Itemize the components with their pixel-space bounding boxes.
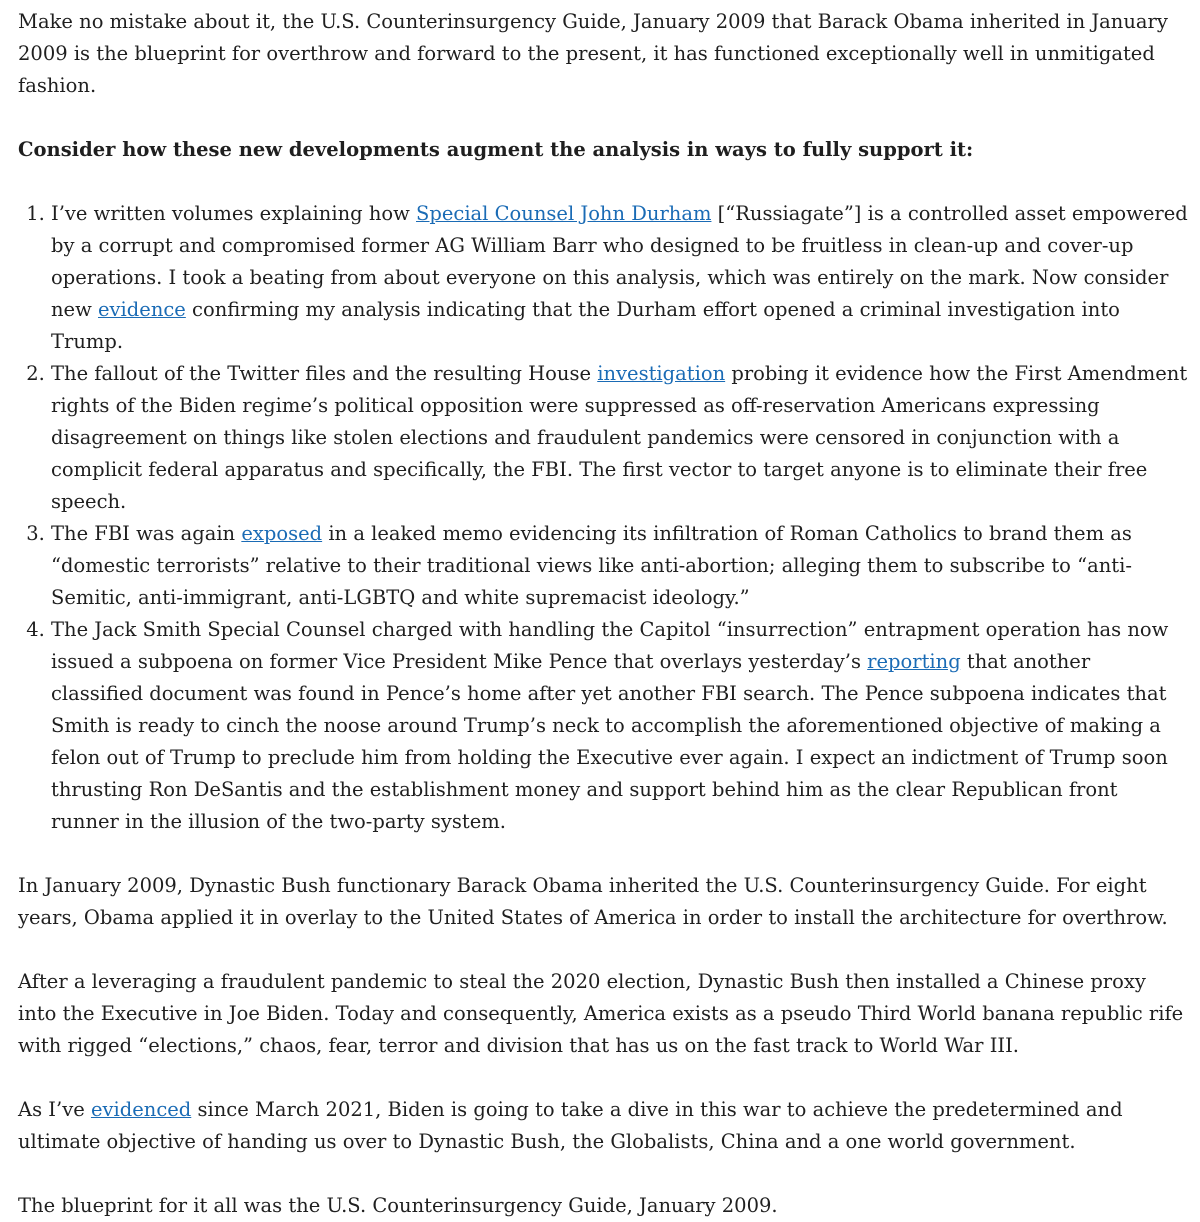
closing-paragraph: The blueprint for it all was the U.S. Counterinsurgency Guide, January 2009. <box>18 1194 778 1217</box>
investigation-link[interactable]: investigation <box>597 362 726 385</box>
list-item-text: The FBI was again <box>51 522 242 545</box>
list-item <box>51 198 1188 358</box>
reporting-link[interactable]: reporting <box>867 650 961 673</box>
list-item-text: The Jack Smith Special Counsel charged with handling the Capitol “insurrection” entrapment operation has now issued a subpoena on former Vice President Mike Pence that overlays yesterday’s <box>51 618 1169 673</box>
durham-link[interactable]: Special Counsel John Durham <box>416 202 712 225</box>
evidenced-paragraph <box>18 1094 1188 1158</box>
exposed-link[interactable]: exposed <box>241 522 323 545</box>
intro-paragraph: Make no mistake about it, the U.S. Counterinsurgency Guide, January 2009 that Barack Obama inherited in January 2009 is the blueprint for overthrow and forward to the present, it has functioned exceptionally well in unmitigated fashion. <box>18 10 1168 97</box>
paragraph-text: since March 2021, Biden is going to take a dive in this war to achieve the predetermined and ultimate objective of handing us over to Dynastic Bush, the Globalists, China and a one world government. <box>18 1098 1123 1153</box>
section-heading: Consider how these new developments augment the analysis in ways to fully support it: <box>18 138 974 161</box>
obama-paragraph: In January 2009, Dynastic Bush functionary Barack Obama inherited the U.S. Counterinsurgency Guide. For eight years, Obama applied it in overlay to the United States of America in order to install the architecture for overthrow. <box>18 874 1168 929</box>
biden-paragraph: After a leveraging a fraudulent pandemic to steal the 2020 election, Dynastic Bush then installed a Chinese proxy into the Executive in Joe Biden. Today and consequently, America exists as a pseudo Third World banana republic rife with rigged “elections,” chaos, fear, terror and division that has us on the fast track to World War III. <box>18 970 1184 1057</box>
paragraph-text: As I’ve <box>18 1098 91 1121</box>
evidence-link[interactable]: evidence <box>98 298 186 321</box>
list-item-text: The fallout of the Twitter files and the resulting House <box>51 362 598 385</box>
list-item <box>51 518 1188 614</box>
list-item-text: confirming my analysis indicating that the Durham effort opened a criminal investigation into Trump. <box>51 298 1120 353</box>
evidenced-link[interactable]: evidenced <box>90 1098 192 1121</box>
list-item-text: I’ve written volumes explaining how <box>51 202 417 225</box>
list-item-text: that another classified document was found in Pence’s home after yet another FBI search. The Pence subpoena indicates that Smith is ready to cinch the noose around Trump’s neck to accomplish the aforementioned objective of making a felon out of Trump to preclude him from holding the Executive ever again. I expect an indictment of Trump soon thrusting Ron DeSantis and the establishment money and support behind him as the clear Republican front runner in the illusion of the two-party system. <box>51 650 1168 833</box>
list-item <box>51 614 1188 838</box>
list-item-text: in a leaked memo evidencing its infiltration of Roman Catholics to brand them as “domestic terrorists” relative to their traditional views like anti-abortion; alleging them to subscribe to “anti-Semitic, anti-immigrant, anti-LGBTQ and white supremacist ideology.” <box>51 522 1132 609</box>
list-item-text: [“Russiagate”] is a controlled asset empowered by a corrupt and compromised former AG William Barr who designed to be fruitless in clean-up and cover-up operations. I took a beating from about everyone on this analysis, which was entirely on the mark. Now consider new <box>51 202 1188 321</box>
list-item-text: probing it evidence how the First Amendment rights of the Biden regime’s political opposition were suppressed as off-reservation Americans expressing disagreement on things like stolen elections and fraudulent pandemics were censored in conjunction with a complicit federal apparatus and specifically, the FBI. The first vector to target anyone is to eliminate their free speech. <box>51 362 1188 513</box>
list-item <box>51 358 1188 518</box>
developments-list <box>18 198 1188 838</box>
